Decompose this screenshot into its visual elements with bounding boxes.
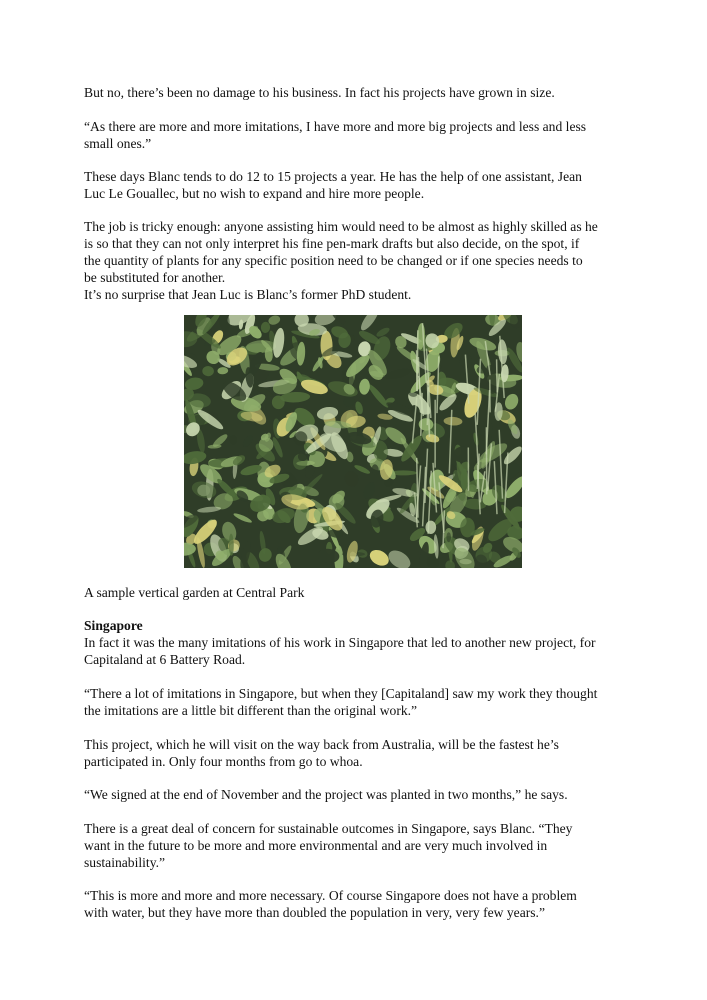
paragraph-line: There is a great deal of concern for sustainable outcomes in Singapore, says Blanc. “They: [84, 821, 573, 836]
paragraph-line: is so that they can not only interpret his fine pen-mark drafts but also decide, on the spot, if: [84, 236, 580, 251]
leaf: [446, 532, 451, 542]
paragraph-line: “This is more and more and more necessary. Of course Singapore does not have a problem: [84, 888, 577, 903]
paragraph-line: Luc Le Gouallec, but no wish to expand and hire more people.: [84, 186, 425, 201]
paragraph-line: small ones.”: [84, 136, 152, 151]
leaf: [426, 521, 437, 534]
paragraph-line: In fact it was the many imitations of his work in Singapore that led to another new project, for: [84, 635, 596, 650]
paragraph-line: These days Blanc tends to do 12 to 15 projects a year. He has the help of one assistant, Jean: [84, 169, 582, 184]
paragraph-line: be substituted for another.: [84, 270, 226, 285]
paragraph-line: But no, there’s been no damage to his business. In fact his projects have grown in size.: [84, 85, 555, 100]
paragraph-line: This project, which he will visit on the way back from Australia, will be the fastest he’s: [84, 737, 559, 752]
paragraph-line: the quantity of plants for any specific position need to be changed or if one species needs to: [84, 253, 583, 268]
section-heading: Singapore: [84, 618, 143, 633]
paragraph-line: participated in. Only four months from go to whoa.: [84, 754, 363, 769]
paragraph-line: “There a lot of imitations in Singapore, but when they [Capitaland] saw my work they thought: [84, 686, 598, 701]
frond: [497, 359, 498, 392]
paragraph-line: It’s no surprise that Jean Luc is Blanc’s former PhD student.: [84, 287, 412, 302]
paragraph-line: “We signed at the end of November and the project was planted in two months,” he says.: [84, 787, 568, 802]
paragraph-line: with water, but they have more than doubled the population in very, very few years.”: [84, 905, 545, 920]
paragraph-line: want in the future to be more and more environmental and are very much involved in: [84, 838, 548, 853]
foliage-illustration: [184, 315, 522, 568]
vertical-garden-photo: [184, 315, 522, 568]
paragraph-line: sustainability.”: [84, 855, 166, 870]
frond: [417, 330, 418, 391]
paragraph-line: the imitations are a little bit different than the original work.”: [84, 703, 418, 718]
paragraph-line: “As there are more and more imitations, I have more and more big projects and less and less: [84, 119, 587, 134]
paragraph-line: The job is tricky enough: anyone assisting him would need to be almost as highly skilled as he: [84, 219, 598, 234]
paragraph-line: Capitaland at 6 Battery Road.: [84, 652, 246, 667]
leaf: [461, 469, 468, 490]
figure-caption: A sample vertical garden at Central Park: [84, 585, 305, 600]
